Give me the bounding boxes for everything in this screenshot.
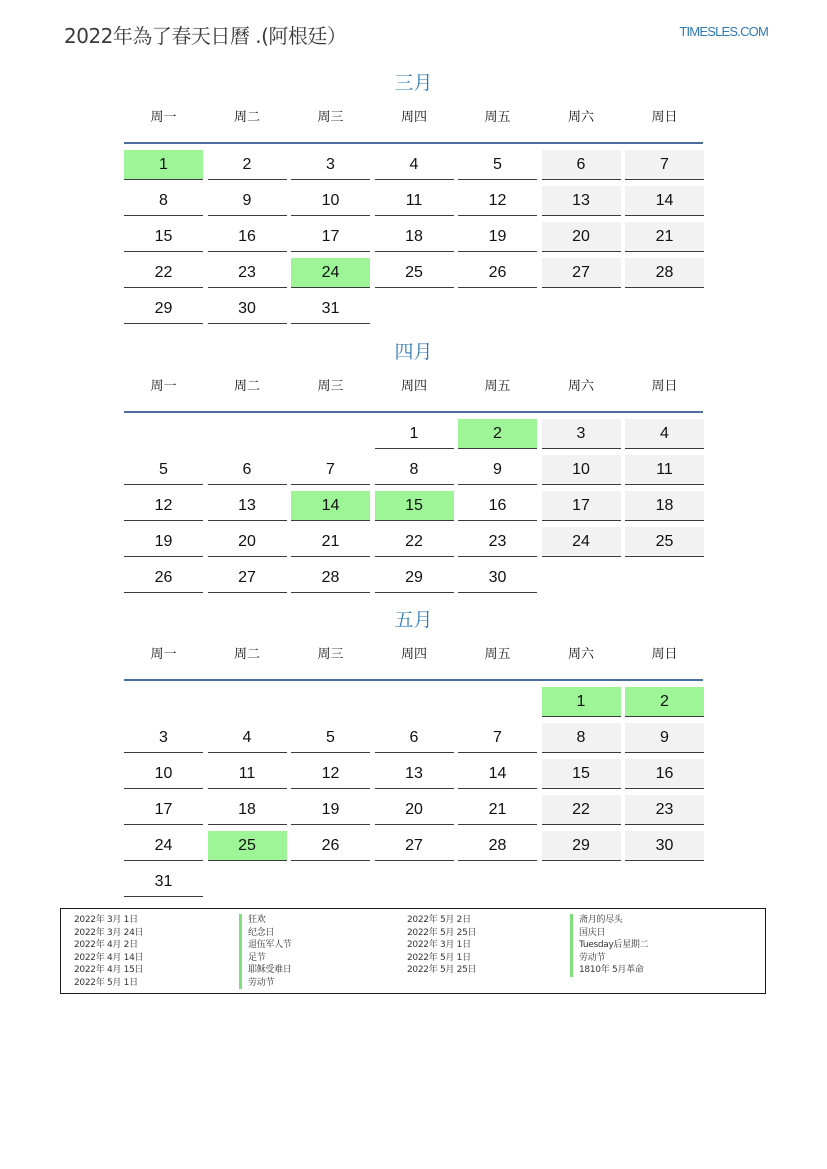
day-cell[interactable]: 8: [542, 723, 621, 753]
day-cell[interactable]: 24: [542, 527, 621, 557]
day-cell[interactable]: 15: [124, 222, 203, 252]
day-cell[interactable]: 20: [542, 222, 621, 252]
day-cell[interactable]: 8: [124, 186, 203, 216]
day-cell-holiday[interactable]: 25: [208, 831, 287, 861]
brand-logo-text[interactable]: TIMESLES.COM: [679, 24, 768, 39]
day-cell[interactable]: 25: [625, 527, 704, 557]
day-cell[interactable]: 28: [458, 831, 537, 861]
day-cell[interactable]: 9: [625, 723, 704, 753]
weekday-label: 周五: [484, 110, 511, 125]
day-cell[interactable]: 25: [375, 258, 454, 288]
day-cell[interactable]: 17: [291, 222, 370, 252]
day-cell[interactable]: 20: [208, 527, 287, 557]
weekday-label: 周三: [317, 379, 344, 394]
day-cell[interactable]: 30: [625, 831, 704, 861]
legend-entry: 2022年 4月 2日: [74, 940, 138, 950]
day-cell[interactable]: 7: [458, 723, 537, 753]
day-cell[interactable]: 11: [208, 759, 287, 789]
day-cell[interactable]: 21: [458, 795, 537, 825]
legend-entry: 足节: [239, 952, 292, 965]
day-cell[interactable]: 10: [542, 455, 621, 485]
day-cell[interactable]: 13: [208, 491, 287, 521]
day-cell[interactable]: 20: [375, 795, 454, 825]
weekday-label: 周四: [400, 379, 427, 394]
legend-entry: 狂欢: [239, 914, 292, 927]
weekday-header-row: [124, 365, 703, 413]
day-cell[interactable]: 18: [375, 222, 454, 252]
day-cell[interactable]: 8: [375, 455, 454, 485]
legend-entry: 2022年 5月 2日: [407, 915, 471, 925]
day-cell[interactable]: 9: [208, 186, 287, 216]
day-cell[interactable]: 28: [625, 258, 704, 288]
day-cell[interactable]: 28: [291, 563, 370, 593]
day-cell[interactable]: 13: [375, 759, 454, 789]
day-cell-holiday[interactable]: 1: [124, 150, 203, 180]
day-cell[interactable]: 12: [291, 759, 370, 789]
day-cell[interactable]: 9: [458, 455, 537, 485]
weekday-label: 周二: [233, 647, 260, 662]
day-cell-holiday[interactable]: 24: [291, 258, 370, 288]
weekday-header-row: [124, 633, 703, 681]
day-cell[interactable]: 16: [625, 759, 704, 789]
day-cell[interactable]: 18: [625, 491, 704, 521]
legend-entry: 2022年 3月 1日: [74, 915, 138, 925]
page-title: 2022年為了春天日曆 .(阿根廷）: [64, 24, 347, 48]
day-cell[interactable]: 22: [124, 258, 203, 288]
day-cell[interactable]: 4: [625, 419, 704, 449]
weekday-header-row: [124, 96, 703, 144]
day-cell[interactable]: 31: [291, 294, 370, 324]
day-cell[interactable]: 12: [124, 491, 203, 521]
legend-entry: 2022年 5月 1日: [74, 977, 138, 988]
day-cell[interactable]: 29: [375, 563, 454, 593]
legend-right-names: [570, 914, 648, 977]
legend-right-dates: [407, 914, 476, 977]
month-title: 四月: [394, 341, 433, 363]
day-cell[interactable]: 3: [124, 723, 203, 753]
legend-entry: 2022年 3月 1日: [407, 940, 471, 950]
day-cell[interactable]: 5: [124, 455, 203, 485]
day-cell[interactable]: 16: [458, 491, 537, 521]
legend-entry: 劳动节: [570, 952, 648, 965]
weekday-label: 周六: [567, 379, 594, 394]
legend-entry: 斋月的尽头: [570, 914, 648, 927]
day-cell[interactable]: 14: [625, 186, 704, 216]
day-cell[interactable]: 19: [291, 795, 370, 825]
legend-entry: 2022年 4月 14日: [74, 952, 144, 963]
day-cell[interactable]: 10: [291, 186, 370, 216]
day-cell[interactable]: 11: [625, 455, 704, 485]
day-cell[interactable]: 6: [542, 150, 621, 180]
day-cell[interactable]: 14: [458, 759, 537, 789]
day-cell[interactable]: 30: [208, 294, 287, 324]
weekday-label: 周一: [150, 110, 177, 125]
day-cell[interactable]: 12: [458, 186, 537, 216]
day-cell-holiday[interactable]: 2: [458, 419, 537, 449]
weekday-label: 周六: [567, 647, 594, 662]
legend-entry: 劳动节: [239, 977, 292, 990]
day-cell[interactable]: 11: [375, 186, 454, 216]
day-cell[interactable]: 2: [208, 150, 287, 180]
legend-entry: 2022年 3月 24日: [74, 927, 144, 938]
day-cell-holiday[interactable]: 14: [291, 491, 370, 521]
day-cell-holiday[interactable]: 1: [542, 687, 621, 717]
day-cell[interactable]: 29: [542, 831, 621, 861]
weekday-label: 周三: [317, 647, 344, 662]
day-cell[interactable]: 3: [542, 419, 621, 449]
legend-entry: 国庆日: [570, 927, 648, 940]
holiday-legend: [60, 908, 766, 994]
day-cell[interactable]: 4: [208, 723, 287, 753]
day-cell[interactable]: 1: [375, 419, 454, 449]
day-cell[interactable]: 27: [208, 563, 287, 593]
day-cell[interactable]: 21: [625, 222, 704, 252]
day-cell[interactable]: 7: [291, 455, 370, 485]
weekday-label: 周五: [484, 379, 511, 394]
day-cell[interactable]: 18: [208, 795, 287, 825]
legend-entry: 2022年 5月 1日: [407, 952, 471, 963]
month-title: 三月: [394, 72, 433, 94]
day-cell[interactable]: 29: [124, 294, 203, 324]
month-block-april: [124, 339, 703, 586]
day-cell[interactable]: 6: [208, 455, 287, 485]
legend-entry: Tuesday后星期二: [570, 939, 648, 952]
day-cell[interactable]: 22: [375, 527, 454, 557]
day-cell[interactable]: 26: [124, 563, 203, 593]
day-cell[interactable]: 21: [291, 527, 370, 557]
day-cell[interactable]: 19: [124, 527, 203, 557]
legend-entry: 2022年 5月 25日: [407, 965, 477, 975]
weekday-label: 周日: [651, 647, 678, 662]
day-cell[interactable]: 5: [291, 723, 370, 753]
legend-entry: 退伍军人节: [239, 939, 292, 952]
weekday-label: 周四: [400, 647, 427, 662]
month-title: 五月: [394, 609, 433, 631]
legend-left-dates: [74, 914, 143, 989]
day-cell[interactable]: 23: [458, 527, 537, 557]
weekday-label: 周五: [484, 647, 511, 662]
day-cell[interactable]: 26: [291, 831, 370, 861]
day-cell[interactable]: 27: [542, 258, 621, 288]
day-cell[interactable]: 22: [542, 795, 621, 825]
legend-entry: 2022年 4月 15日: [74, 965, 144, 975]
weekday-label: 周日: [651, 110, 678, 125]
day-cell[interactable]: 17: [542, 491, 621, 521]
weekday-label: 周六: [567, 110, 594, 125]
day-cell[interactable]: 17: [124, 795, 203, 825]
day-cell[interactable]: 6: [375, 723, 454, 753]
weekday-label: 周一: [150, 647, 177, 662]
legend-entry: 1810年 5月革命: [570, 964, 648, 977]
day-cell[interactable]: 10: [124, 759, 203, 789]
day-cell[interactable]: 19: [458, 222, 537, 252]
day-cell[interactable]: 7: [625, 150, 704, 180]
day-cell-holiday[interactable]: 2: [625, 687, 704, 717]
day-cell[interactable]: 23: [625, 795, 704, 825]
day-cell[interactable]: 15: [542, 759, 621, 789]
day-cell[interactable]: 23: [208, 258, 287, 288]
day-cell[interactable]: 16: [208, 222, 287, 252]
day-cell[interactable]: 31: [124, 867, 203, 897]
day-cell[interactable]: 30: [458, 563, 537, 593]
day-cell[interactable]: 3: [291, 150, 370, 180]
weekday-label: 周日: [651, 379, 678, 394]
day-cell[interactable]: 5: [458, 150, 537, 180]
month-block-may: [124, 607, 703, 890]
day-cell[interactable]: 24: [124, 831, 203, 861]
legend-entry: 耶稣受难日: [239, 964, 292, 977]
day-cell[interactable]: 4: [375, 150, 454, 180]
month-block-march: [124, 70, 703, 317]
legend-entry: 纪念日: [239, 927, 292, 940]
weekday-label: 周二: [233, 110, 260, 125]
weekday-label: 周一: [150, 379, 177, 394]
day-cell[interactable]: 27: [375, 831, 454, 861]
weekday-label: 周三: [317, 110, 344, 125]
legend-entry: 2022年 5月 25日: [407, 927, 477, 938]
legend-left-names: [239, 914, 292, 989]
weekday-label: 周二: [233, 379, 260, 394]
weekday-label: 周四: [400, 110, 427, 125]
day-cell[interactable]: 26: [458, 258, 537, 288]
day-cell[interactable]: 13: [542, 186, 621, 216]
day-cell-holiday[interactable]: 15: [375, 491, 454, 521]
